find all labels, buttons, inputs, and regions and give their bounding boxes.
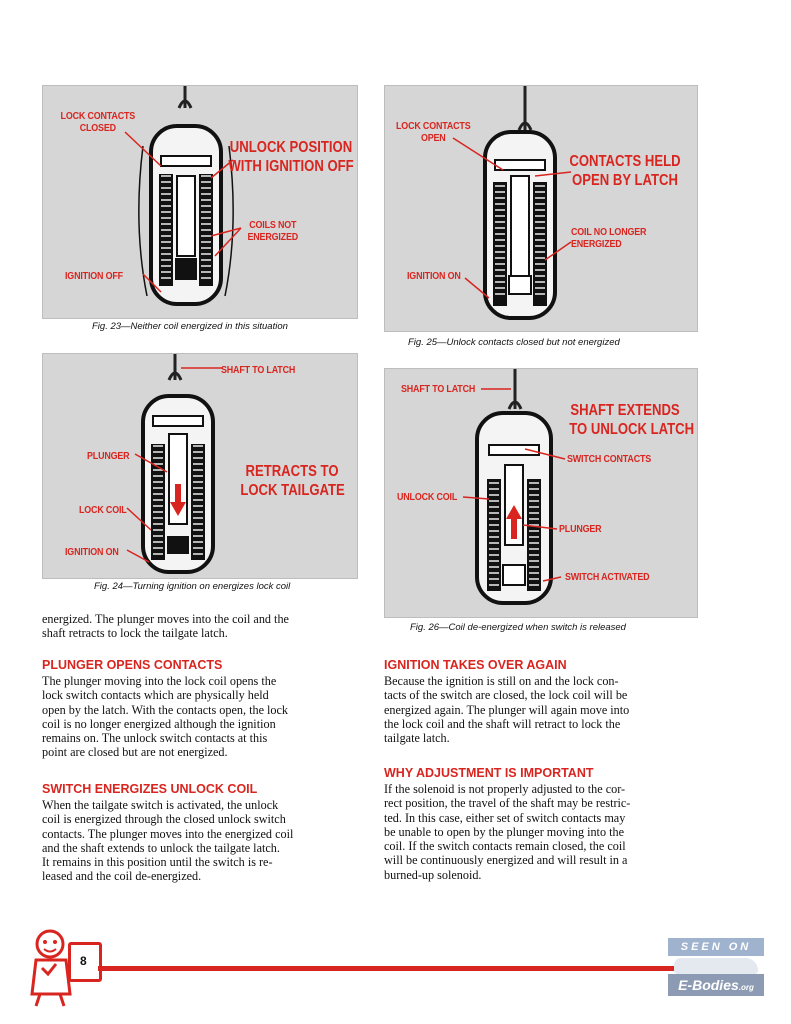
label-ignition-off: IGNITION OFF <box>65 270 123 282</box>
text-line: leased and the coil de-energized. <box>42 869 202 884</box>
text-line: coil is no longer energized although the ignition <box>42 716 276 731</box>
footer-rule <box>98 966 690 971</box>
watermark-bottom <box>668 974 764 996</box>
text-line: lock switch contacts which are physically held <box>42 688 269 703</box>
text-line: It remains in this position until the switch is re- <box>42 855 273 870</box>
heading-ignition-takes-over: IGNITION TAKES OVER AGAIN <box>384 658 567 672</box>
text-line: If the solenoid is not properly adjusted to the cor- <box>384 782 626 796</box>
text-line: burned-up solenoid. <box>384 867 482 882</box>
label-lock-contacts-closed: LOCK CONTACTS CLOSED <box>60 110 136 134</box>
text-line: contacts. The plunger moves into the energized coil <box>42 826 294 841</box>
label-contacts-held-open: CONTACTS HELD OPEN BY LATCH <box>569 153 681 189</box>
paragraph-plunger-opens-contacts <box>42 674 354 760</box>
label-coils-not-energized: COILS NOT ENERGIZED <box>247 219 299 243</box>
label-plunger: PLUNGER <box>87 450 130 462</box>
text-line: open by the latch. With the contacts open, the lock <box>42 702 289 717</box>
text-line: When the tailgate switch is activated, the unlock <box>42 798 279 812</box>
text-line: rect position, the travel of the shaft may be restric- <box>384 796 631 811</box>
watermark-top <box>668 938 764 956</box>
left-intro-paragraph <box>42 612 354 641</box>
text-line: and the shaft extends to unlock the tailgate latch. <box>42 840 280 855</box>
page-number: 8 <box>80 954 87 968</box>
label-plunger: PLUNGER <box>559 523 602 535</box>
figure-24 <box>42 353 358 579</box>
watermark-suffix: .org <box>738 983 754 992</box>
label-lock-contacts-open: LOCK CONTACTS OPEN <box>396 120 471 144</box>
text-line: energized. The plunger moves into the coil and the <box>42 612 289 626</box>
text-line: shaft retracts to lock the tailgate latch. <box>42 626 228 641</box>
text-line: coil. If the switch contacts remain closed, the coil <box>384 839 626 854</box>
paragraph-switch-energizes-unlock-coil <box>42 798 354 884</box>
text-line: tacts of the switch are closed, the lock coil will be <box>384 688 628 703</box>
paragraph-ignition-takes-over <box>384 674 694 745</box>
label-lock-coil: LOCK COIL <box>79 504 127 516</box>
label-shaft-to-latch: SHAFT TO LATCH <box>401 383 476 395</box>
text-line: remains on. The unlock switch contacts at this <box>42 731 268 746</box>
text-line: coil is energized through the closed unlock switch <box>42 812 286 827</box>
text-line: The plunger moving into the lock coil opens the <box>42 674 277 688</box>
heading-switch-energizes-unlock-coil: SWITCH ENERGIZES UNLOCK COIL <box>42 782 258 796</box>
label-switch-activated: SWITCH ACTIVATED <box>565 571 650 583</box>
paragraph-why-adjustment-important <box>384 782 694 882</box>
caption-fig-23: Fig. 23—Neither coil energized in this situation <box>92 321 288 332</box>
label-coil-no-longer-energized: COIL NO LONGER ENERGIZED <box>571 226 647 250</box>
figure-25 <box>384 85 698 332</box>
text-line: point are closed but are not energized. <box>42 745 228 760</box>
caption-fig-24: Fig. 24—Turning ignition on energizes lock coil <box>94 581 291 592</box>
watermark-bottom-text: E-Bodies <box>678 977 739 993</box>
text-line: be unable to open by the plunger moving into the <box>384 824 624 839</box>
figure-23 <box>42 85 358 319</box>
heading-why-adjustment-important: WHY ADJUSTMENT IS IMPORTANT <box>384 766 594 780</box>
figure-26 <box>384 368 698 618</box>
label-unlock-position: UNLOCK POSITION WITH IGNITION OFF <box>228 139 354 175</box>
label-retracts-to-lock: RETRACTS TO LOCK TAILGATE <box>240 463 345 499</box>
label-ignition-on: IGNITION ON <box>65 546 119 558</box>
text-line: energized again. The plunger will again move into <box>384 702 630 717</box>
label-shaft-extends: SHAFT EXTENDS TO UNLOCK LATCH <box>569 402 695 438</box>
page-number-box <box>68 942 102 982</box>
text-line: the lock coil and the shaft will retract to lock the <box>384 716 621 731</box>
watermark-badge <box>668 938 764 998</box>
caption-fig-25: Fig. 25—Unlock contacts closed but not energized <box>408 337 620 348</box>
caption-fig-26: Fig. 26—Coil de-energized when switch is released <box>410 622 626 633</box>
label-shaft-to-latch: SHAFT TO LATCH <box>221 364 296 376</box>
watermark-car-icon <box>674 958 758 974</box>
heading-plunger-opens-contacts: PLUNGER OPENS CONTACTS <box>42 658 223 672</box>
label-switch-contacts: SWITCH CONTACTS <box>567 453 652 465</box>
text-line: ted. In this case, either set of switch contacts may <box>384 810 626 825</box>
text-line: will be continuously energized and will result in a <box>384 853 628 868</box>
text-line: tailgate latch. <box>384 731 450 746</box>
text-line: Because the ignition is still on and the lock con- <box>384 674 619 688</box>
label-unlock-coil: UNLOCK COIL <box>397 491 458 503</box>
label-ignition-on: IGNITION ON <box>407 270 461 282</box>
watermark-top-text: SEEN ON <box>680 941 752 953</box>
